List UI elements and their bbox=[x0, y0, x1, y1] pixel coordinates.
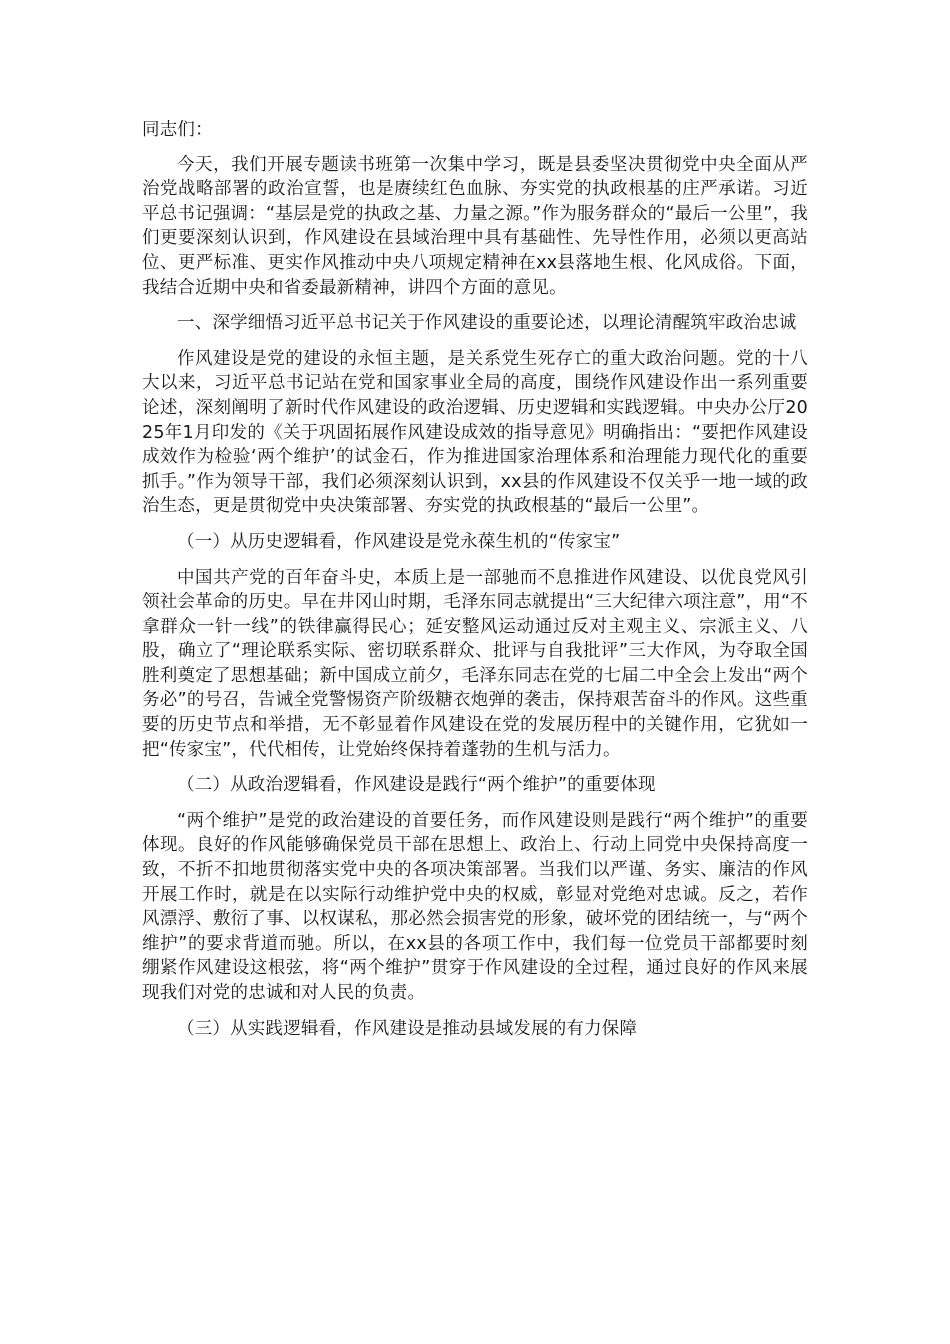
salutation: 同志们： bbox=[142, 120, 213, 140]
intro-paragraph: 今天，我们开展专题读书班第一次集中学习，既是县委坚决贯彻党中央全面从严治党战略部署的政治宣誓，也是赓续红色血脉、夯实党的执政根基的庄严承诺。习近平总书记强调：“基层是党的执政之基、力量之源。”作为服务群众的“最后一公里”，我们更要深刻认识到，作风建设在县域治理中具有基础性、先导性作用，必须以更高站位、更严标准、更实作风推动中央八项规定精神在xx县落地生根、化风成俗。下面，我结合近期中央和省委最新精神，讲四个方面的意见。 bbox=[142, 154, 808, 298]
subsection-1-paragraph: 中国共产党的百年奋斗史，本质上是一部驰而不息推进作风建设、以优良党风引领社会革命的历史。早在井冈山时期，毛泽东同志就提出“三大纪律六项注意”，用“不拿群众一针一线”的铁律赢得民心；延安整风运动通过反对主观主义、宗派主义、八股，确立了“理论联系实际、密切联系群众、批评与自我批评”三大作风，为夺取全国胜利奠定了思想基础；新中国成立前夕，毛泽东同志在党的七届二中全会上发出“两个务必”的号召，告诫全党警惕资产阶级糖衣炮弹的袭击，保持艰苦奋斗的作风。这些重要的历史节点和举措，无不彰显着作风建设在党的发展历程中的关键作用，它犹如一把“传家宝”，代代相传，让党始终保持着蓬勃的生机与活力。 bbox=[142, 567, 808, 760]
subsection-heading-2: （二）从政治逻辑看，作风建设是践行“两个维护”的重要体现 bbox=[177, 775, 656, 796]
subsection-2-paragraph: “两个维护”是党的政治建设的首要任务，而作风建设则是践行“两个维护”的重要体现。良好的作风能够确保党员干部在思想上、政治上、行动上同党中央保持高度一致，不折不扣地贯彻落实党中央的各项决策部署。当我们以严谨、务实、廉洁的作风开展工作时，就是在以实际行动维护党中央的权威，彰显对党绝对忠诚。反之，若作风漂浮、敷衍了事、以权谋私，那必然会损害党的形象，破坏党的团结统一，与“两个维护”的要求背道而驰。所以，在xx县的各项工作中，我们每一位党员干部都要时刻绷紧作风建设这根弦，将“两个维护”贯穿于作风建设的全过程，通过良好的作风来展现我们对党的忠诚和对人民的负责。 bbox=[142, 810, 808, 1003]
subsection-heading-3: （三）从实践逻辑看，作风建设是推动县域发展的有力保障 bbox=[177, 1018, 638, 1039]
document-page bbox=[142, 118, 808, 1041]
section-heading-1: 一、深学细悟习近平总书记关于作风建设的重要论述，以理论清醒筑牢政治忠诚 bbox=[177, 313, 797, 334]
section-1-paragraph: 作风建设是党的建设的永恒主题，是关系党生死存亡的重大政治问题。党的十八大以来，习近平总书记站在党和国家事业全局的高度，围绕作风建设作出一系列重要论述，深刻阐明了新时代作风建设的政治逻辑、历史逻辑和实践逻辑。中央办公厅2025年1月印发的《关于巩固拓展作风建设成效的指导意见》明确指出：“要把作风建设成效作为检验‘两个维护’的试金石，作为推进国家治理体系和治理能力现代化的重要抓手。”作为领导干部，我们必须深刻认识到，xx县的作风建设不仅关乎一地一域的政治生态，更是贯彻党中央决策部署、夯实党的执政根基的“最后一公里”。 bbox=[142, 348, 808, 517]
subsection-heading-1: （一）从历史逻辑看，作风建设是党永葆生机的“传家宝” bbox=[177, 531, 621, 552]
